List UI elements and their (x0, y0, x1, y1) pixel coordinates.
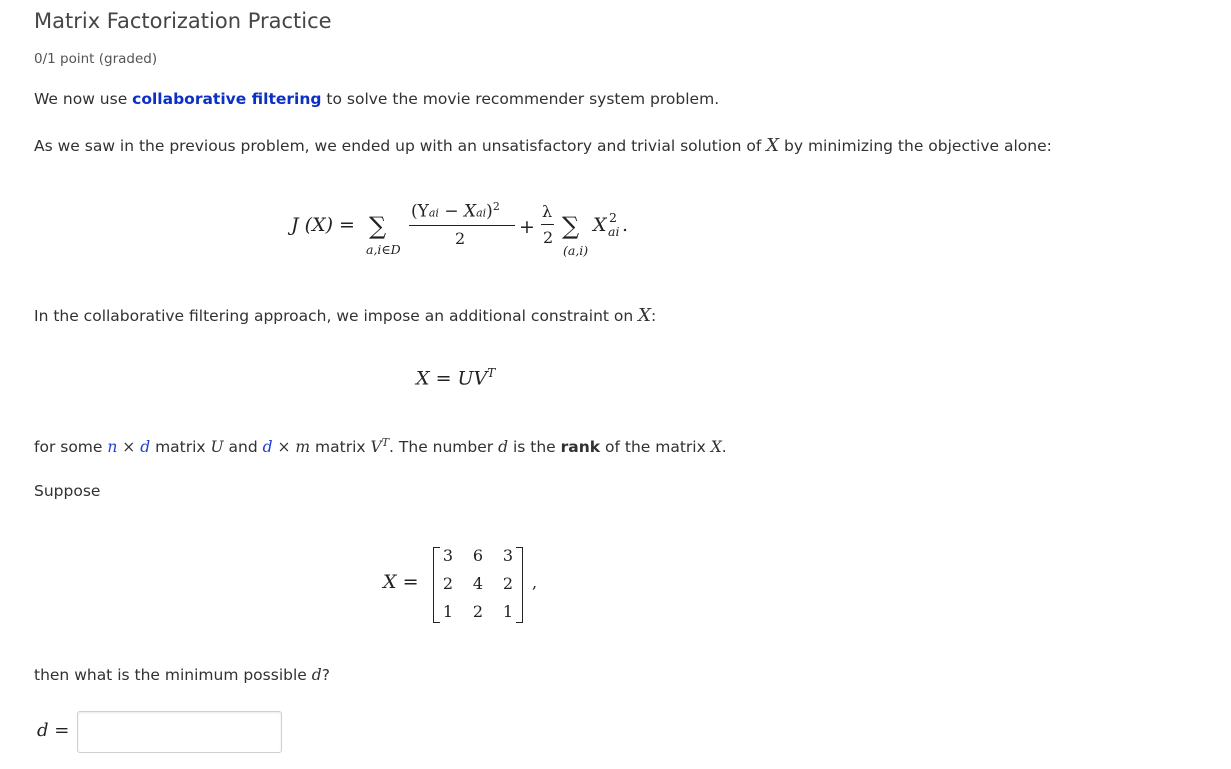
fraction-bar-1 (409, 225, 515, 226)
question-text: then what is the minimum possible d? (34, 666, 330, 684)
matrix-cell: 2 (472, 602, 484, 621)
answer-label: d = (37, 720, 70, 741)
objective-equation: J (X) = ∑ a,i∈D (Yai − Xai)$^2$ 2 + λ 2 ∑ (a,i) X 2 ai . (291, 200, 629, 258)
rank-paragraph: for some n × d matrix U and d × m matrix $V^T$. The number d is the rank of the matrix X. (34, 436, 727, 457)
constraint-paragraph: In the collaborative filtering approach, we impose an additional constraint on X: (34, 305, 657, 326)
suppose-text: Suppose (34, 482, 101, 500)
sum-index-1: a,i∈D (366, 242, 401, 257)
fraction-numerator: (Yai − Xai)$^2$ (411, 200, 500, 222)
fraction-bar-2 (541, 224, 554, 225)
matrix-cell: 2 (442, 574, 454, 593)
objective-paragraph: As we saw in the previous problem, we ended up with an unsatisfactory and trivial solution of X by minimizing the objective alone: (34, 135, 1052, 156)
constraint-equation: $X = UV^T$ (416, 366, 496, 390)
sum-symbol-2: ∑ (562, 212, 580, 240)
fraction-denominator: 2 (455, 229, 466, 248)
points-label: 0/1 point (graded) (34, 51, 158, 67)
matrix-lhs: X = (383, 571, 419, 593)
right-bracket (516, 547, 523, 623)
matrix-cell: 3 (442, 546, 454, 565)
matrix-cell: 2 (502, 574, 514, 593)
matrix-cell: 4 (472, 574, 484, 593)
left-bracket (433, 547, 440, 623)
matrix-cell: 6 (472, 546, 484, 565)
lambda-denominator: 2 (543, 228, 554, 247)
lambda: λ (542, 202, 553, 221)
squared-term: X (593, 214, 607, 236)
plus-sign: + (519, 216, 535, 238)
matrix-cell: 1 (502, 602, 514, 621)
collaborative-filtering-link[interactable]: collaborative filtering (132, 90, 322, 108)
sum-index-2: (a,i) (563, 243, 589, 258)
answer-input[interactable] (77, 711, 282, 753)
matrix-equation (383, 543, 543, 627)
matrix-trailing-comma: , (532, 573, 538, 592)
matrix-cell: 3 (502, 546, 514, 565)
eq-lhs: J (X) = (291, 214, 355, 236)
matrix-cell: 1 (442, 602, 454, 621)
problem-title: Matrix Factorization Practice (34, 9, 332, 33)
sum-symbol-1: ∑ (369, 212, 387, 240)
intro-paragraph: We now use collaborative filtering to solve the movie recommender system problem. (34, 90, 720, 108)
